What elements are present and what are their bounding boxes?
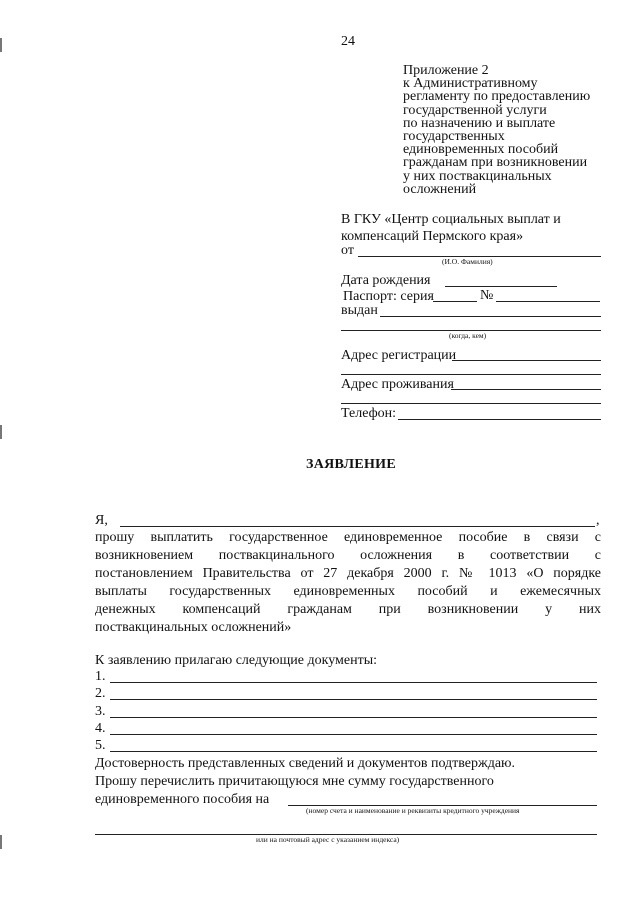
passport-series-label: Паспорт: серия xyxy=(343,289,434,304)
registration-address-field[interactable] xyxy=(452,360,601,361)
transfer-text-1: Прошу перечислить причитающуюся мне сумму государственного xyxy=(95,774,494,789)
attachment-field-5[interactable] xyxy=(110,751,597,752)
scan-edge-mark xyxy=(0,425,2,439)
residence-address-field-2[interactable] xyxy=(341,403,601,404)
i-label: Я, xyxy=(95,513,108,528)
attachment-field-2[interactable] xyxy=(110,699,597,700)
page-number: 24 xyxy=(341,34,355,49)
statement-line: прошу выплатить государственное единовременное пособие в связи с xyxy=(95,530,601,545)
attachment-field-1[interactable] xyxy=(110,682,597,683)
document-title: ЗАЯВЛЕНИЕ xyxy=(306,457,397,472)
attachment-number: 3. xyxy=(95,704,106,719)
from-label: от xyxy=(341,243,354,258)
appendix-line: государственных xyxy=(403,129,505,145)
issued-caption: (когда, кем) xyxy=(449,331,487,340)
appendix-line: к Административному xyxy=(403,76,538,92)
appendix-line: регламенту по предоставлению xyxy=(403,89,591,105)
phone-label: Телефон: xyxy=(341,406,397,421)
statement-line: возникновением поствакцинального осложнения в соответствии с xyxy=(95,548,601,563)
issued-label: выдан xyxy=(341,303,378,318)
statement-text xyxy=(95,529,601,637)
attachments-intro: К заявлению прилагаю следующие документы: xyxy=(95,653,378,668)
appendix-line: осложнений xyxy=(403,181,477,197)
attachment-number: 4. xyxy=(95,721,106,736)
appendix-line: Приложение 2 xyxy=(403,63,489,78)
applicant-name-field[interactable] xyxy=(120,526,595,527)
passport-number-label: № xyxy=(480,288,494,303)
issued-field[interactable] xyxy=(380,316,601,317)
recipient-line-2: компенсаций Пермского края» xyxy=(341,229,524,244)
comma: , xyxy=(596,513,600,528)
appendix-line: единовременных пособий xyxy=(403,142,559,158)
birth-date-field[interactable] xyxy=(445,286,557,287)
statement-line: выплаты государственных единовременных пособий и ежемесячных xyxy=(95,584,601,599)
recipient-line-1: В ГКУ «Центр социальных выплат и xyxy=(341,212,561,227)
phone-field[interactable] xyxy=(398,419,601,420)
appendix-line: государственной услуги xyxy=(403,102,547,118)
birth-date-label: Дата рождения xyxy=(341,273,431,288)
attachment-number: 1. xyxy=(95,669,106,684)
statement-line: денежных компенсаций гражданам при возникновении у них xyxy=(95,602,601,617)
transfer-text-2: единовременного пособия на xyxy=(95,792,270,807)
attachment-number: 5. xyxy=(95,738,106,753)
residence-address-label: Адрес проживания xyxy=(341,377,454,392)
registration-address-field-2[interactable] xyxy=(341,374,601,375)
postal-caption: или на почтовый адрес с указанием индекса) xyxy=(256,835,400,844)
passport-number-field[interactable] xyxy=(496,301,600,302)
residence-address-field[interactable] xyxy=(451,389,601,390)
appendix-line: по назначению и выплате xyxy=(403,115,556,131)
appendix-line: у них поствакцинальных xyxy=(403,168,552,184)
scan-edge-mark xyxy=(0,38,2,52)
scan-edge-mark xyxy=(0,835,2,849)
statement-line: поствакцинальных осложнений» xyxy=(95,620,292,635)
confirmation-text: Достоверность представленных сведений и документов подтверждаю. xyxy=(95,756,515,771)
statement-line: постановлением Правительства от 27 декабря 2000 г. № 1013 «О порядке xyxy=(95,566,601,581)
registration-address-label: Адрес регистрации xyxy=(341,348,457,363)
from-caption: (И.О. Фамилия) xyxy=(442,257,493,266)
appendix-line: гражданам при возникновении xyxy=(403,155,588,171)
attachment-field-3[interactable] xyxy=(110,717,597,718)
attachment-number: 2. xyxy=(95,686,106,701)
passport-series-field[interactable] xyxy=(433,301,477,302)
appendix-block xyxy=(403,64,590,196)
account-caption: (номер счета и наименование и реквизиты кредитного учреждения xyxy=(306,806,520,815)
attachment-field-4[interactable] xyxy=(110,734,597,735)
